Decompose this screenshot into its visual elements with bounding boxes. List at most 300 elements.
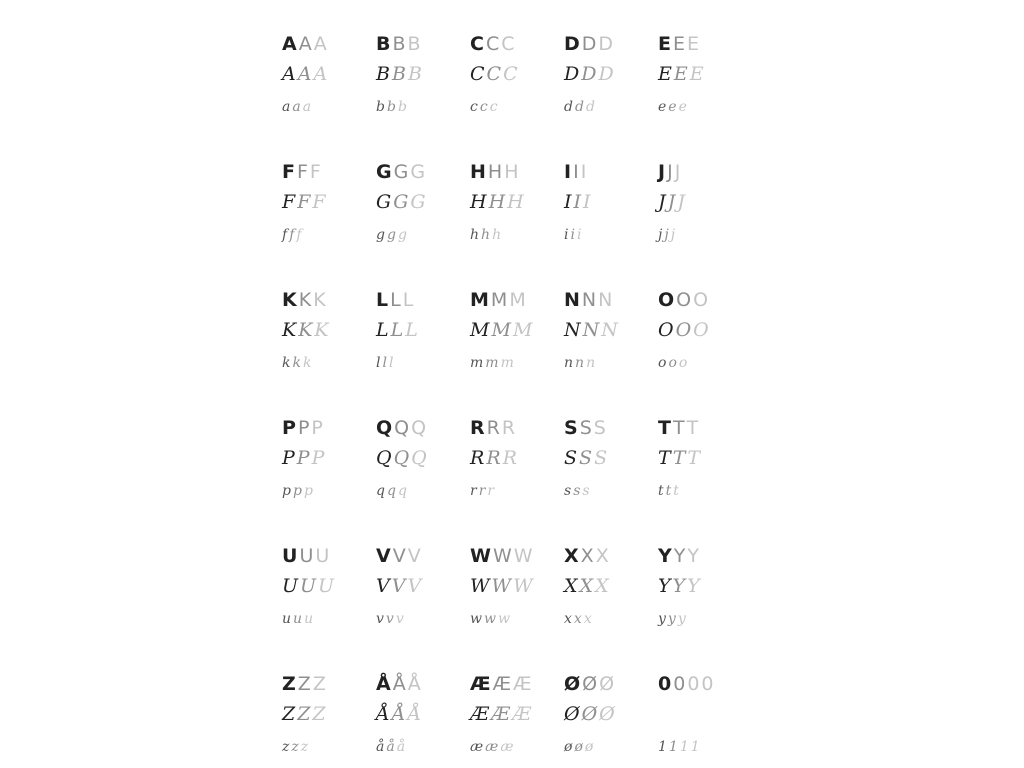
- letter-glyph: 0: [701, 673, 714, 695]
- letter-glyph: F: [309, 161, 321, 183]
- letter-glyph: G: [410, 191, 426, 213]
- letter-glyph: R: [502, 447, 517, 469]
- letter-glyph: h: [470, 227, 480, 243]
- letter-glyph: o: [658, 355, 667, 371]
- cursive-cap-row: [376, 56, 456, 84]
- letter-glyph: R: [470, 447, 485, 469]
- letter-glyph: A: [313, 63, 328, 85]
- letter-glyph: D: [598, 63, 614, 85]
- letter-glyph: G: [376, 161, 392, 183]
- letter-glyph: L: [390, 289, 401, 311]
- letter-glyph: n: [575, 355, 585, 371]
- letter-glyph: X: [564, 545, 579, 567]
- letter-glyph: H: [470, 161, 486, 183]
- cursive-low-row: [564, 728, 644, 754]
- letter-glyph: c: [470, 99, 478, 115]
- letter-glyph: h: [481, 227, 491, 243]
- letter-glyph: Y: [687, 575, 700, 597]
- letter-glyph: q: [376, 483, 385, 499]
- letter-glyph: x: [583, 611, 592, 627]
- letter-glyph: P: [311, 447, 325, 469]
- letter-glyph: Å: [392, 673, 406, 695]
- letter-glyph: t: [658, 483, 664, 499]
- letter-glyph: ø: [564, 739, 573, 755]
- letter-glyph: G: [393, 191, 409, 213]
- letter-glyph: B: [407, 33, 421, 55]
- cursive-low-row: [376, 728, 456, 754]
- letter-glyph: y: [667, 611, 676, 627]
- letter-glyph: V: [376, 575, 390, 597]
- letter-glyph: x: [573, 611, 582, 627]
- letter-glyph: g: [376, 227, 385, 243]
- letter-glyph: r: [478, 483, 486, 499]
- cursive-low-row: [658, 472, 738, 498]
- letter-glyph: I: [573, 191, 582, 213]
- letter-glyph: Q: [411, 417, 427, 439]
- print-row: [564, 414, 644, 438]
- letter-glyph: A: [297, 63, 312, 85]
- letter-glyph: Y: [673, 545, 686, 567]
- letter-glyph: U: [318, 575, 335, 597]
- letter-glyph: F: [282, 191, 296, 213]
- print-row: [470, 158, 550, 182]
- letter-glyph: w: [470, 611, 482, 627]
- letter-glyph: s: [564, 483, 572, 499]
- letter-card: [644, 654, 738, 768]
- letter-glyph: N: [598, 289, 613, 311]
- cursive-low-row: [658, 728, 738, 754]
- letter-glyph: k: [282, 355, 291, 371]
- print-row: [376, 542, 456, 566]
- letter-glyph: v: [376, 611, 384, 627]
- letter-glyph: p: [292, 483, 302, 499]
- letter-glyph: S: [594, 447, 608, 469]
- letter-card: [644, 270, 738, 398]
- print-row: [658, 414, 738, 438]
- cursive-low-row: [564, 600, 644, 626]
- letter-glyph: Y: [658, 545, 672, 567]
- letter-glyph: K: [298, 319, 313, 341]
- letter-glyph: j: [670, 227, 676, 243]
- cursive-cap-row: [470, 696, 550, 724]
- letter-glyph: K: [282, 289, 297, 311]
- letter-glyph: s: [582, 483, 590, 499]
- letter-glyph: V: [391, 575, 406, 597]
- letter-glyph: J: [658, 191, 666, 213]
- letter-glyph: D: [564, 63, 580, 85]
- cursive-cap-row: [282, 184, 362, 212]
- letter-glyph: M: [470, 289, 489, 311]
- letter-glyph: r: [470, 483, 477, 499]
- letter-glyph: W: [470, 575, 490, 597]
- letter-glyph: o: [678, 355, 688, 371]
- letter-glyph: T: [672, 417, 685, 439]
- letter-glyph: U: [282, 575, 299, 597]
- print-row: [376, 670, 456, 694]
- cursive-low-row: [470, 88, 550, 114]
- letter-glyph: O: [676, 289, 692, 311]
- letter-glyph: Å: [407, 703, 422, 725]
- letter-glyph: U: [299, 545, 314, 567]
- cursive-cap-row: [376, 696, 456, 724]
- letter-card: [456, 270, 550, 398]
- cursive-cap-row: [658, 184, 738, 212]
- cursive-low-row: [376, 600, 456, 626]
- letter-card: [644, 142, 738, 270]
- letter-glyph: E: [673, 63, 688, 85]
- letter-glyph: z: [291, 739, 299, 755]
- letter-glyph: o: [668, 355, 677, 371]
- letter-card: [456, 526, 550, 654]
- letter-glyph: n: [586, 355, 596, 371]
- cursive-cap-row: [564, 56, 644, 84]
- print-row: [564, 158, 644, 182]
- letter-glyph: G: [393, 161, 409, 183]
- letter-glyph: a: [302, 99, 312, 115]
- print-row: [470, 286, 550, 310]
- letter-glyph: I: [564, 191, 572, 213]
- cursive-cap-row: [282, 312, 362, 340]
- cursive-cap-row: [282, 440, 362, 468]
- letter-glyph: e: [658, 99, 667, 115]
- letter-glyph: E: [658, 33, 671, 55]
- letter-glyph: P: [282, 417, 296, 439]
- letter-card: [644, 526, 738, 654]
- letter-glyph: F: [282, 161, 295, 183]
- letter-glyph: C: [486, 63, 502, 85]
- letter-glyph: I: [583, 191, 591, 213]
- print-row: [658, 158, 738, 182]
- letter-glyph: V: [407, 575, 422, 597]
- cursive-cap-row: [376, 312, 456, 340]
- letter-glyph: J: [658, 161, 666, 183]
- print-row: [282, 414, 362, 438]
- letter-glyph: q: [386, 483, 396, 499]
- print-row: [658, 670, 738, 694]
- print-row: [376, 158, 456, 182]
- letter-glyph: L: [376, 319, 389, 341]
- letter-glyph: N: [564, 319, 581, 341]
- letter-glyph: B: [391, 63, 406, 85]
- letter-glyph: I: [564, 161, 572, 183]
- cursive-low-row: [470, 216, 550, 242]
- cursive-cap-row: [470, 440, 550, 468]
- cursive-cap-row: [658, 312, 738, 340]
- letter-glyph: F: [312, 191, 326, 213]
- letter-glyph: f: [296, 227, 302, 243]
- letter-card: [268, 526, 362, 654]
- print-row: [564, 286, 644, 310]
- letter-glyph: W: [513, 575, 533, 597]
- letter-glyph: t: [673, 483, 679, 499]
- letter-glyph: c: [479, 99, 488, 115]
- letter-glyph: m: [470, 355, 484, 371]
- cursive-low-row: [564, 472, 644, 498]
- letter-glyph: X: [579, 575, 594, 597]
- letter-glyph: v: [395, 611, 404, 627]
- letter-glyph: O: [675, 319, 692, 341]
- print-row: [376, 286, 456, 310]
- letter-glyph: u: [293, 611, 303, 627]
- letter-glyph: E: [689, 63, 704, 85]
- letter-glyph: r: [487, 483, 495, 499]
- letter-glyph: U: [282, 545, 298, 567]
- letter-glyph: T: [687, 447, 701, 469]
- cursive-low-row: [376, 344, 456, 370]
- letter-glyph: Ø: [599, 673, 615, 695]
- letter-glyph: J: [667, 161, 673, 183]
- letter-glyph: B: [407, 63, 422, 85]
- cursive-low-row: [658, 600, 738, 626]
- letter-glyph: H: [504, 161, 519, 183]
- cursive-cap-row: [282, 568, 362, 596]
- letter-glyph: 1: [679, 739, 689, 755]
- letter-card: [456, 654, 550, 768]
- letter-glyph: Æ: [470, 673, 491, 695]
- letter-glyph: F: [297, 191, 311, 213]
- letter-glyph: M: [470, 319, 490, 341]
- letter-glyph: O: [693, 319, 709, 341]
- print-row: [470, 30, 550, 54]
- letter-glyph: L: [405, 319, 418, 341]
- letter-glyph: N: [601, 319, 618, 341]
- letter-glyph: æ: [485, 739, 499, 755]
- letter-glyph: S: [564, 447, 578, 469]
- cursive-cap-row: [564, 440, 644, 468]
- letter-glyph: w: [483, 611, 496, 627]
- letter-glyph: K: [282, 319, 297, 341]
- cursive-low-row: [282, 728, 362, 754]
- letter-glyph: w: [497, 611, 510, 627]
- letter-glyph: W: [491, 575, 512, 597]
- cursive-low-row: [564, 344, 644, 370]
- print-row: [376, 414, 456, 438]
- letter-glyph: P: [282, 447, 295, 469]
- letter-glyph: H: [487, 161, 503, 183]
- letter-glyph: k: [302, 355, 312, 371]
- letter-card: [362, 142, 456, 270]
- cursive-cap-row: [658, 568, 738, 596]
- letter-glyph: C: [501, 33, 515, 55]
- cursive-cap-row: [564, 568, 644, 596]
- print-row: [658, 542, 738, 566]
- letter-glyph: O: [693, 289, 709, 311]
- cursive-cap-row: [282, 56, 362, 84]
- letter-glyph: i: [570, 227, 575, 243]
- letter-glyph: å: [396, 739, 406, 755]
- letter-glyph: G: [410, 161, 426, 183]
- letter-card: [550, 398, 644, 526]
- letter-glyph: D: [581, 33, 597, 55]
- letter-glyph: f: [289, 227, 295, 243]
- cursive-cap-row: [564, 184, 644, 212]
- letter-glyph: Z: [312, 703, 326, 725]
- letter-glyph: Ø: [582, 673, 598, 695]
- letter-glyph: p: [282, 483, 291, 499]
- letter-glyph: å: [386, 739, 395, 755]
- letter-glyph: D: [598, 33, 614, 55]
- letter-glyph: t: [665, 483, 672, 499]
- letter-card: [456, 398, 550, 526]
- cursive-low-row: [376, 216, 456, 242]
- cursive-cap-row: [470, 184, 550, 212]
- letter-glyph: C: [503, 63, 518, 85]
- letter-glyph: e: [668, 99, 677, 115]
- letter-glyph: A: [313, 33, 327, 55]
- print-row: [564, 542, 644, 566]
- cursive-low-row: [470, 344, 550, 370]
- letter-glyph: Y: [687, 545, 699, 567]
- letter-glyph: L: [390, 319, 404, 341]
- letter-glyph: æ: [500, 739, 514, 755]
- letter-glyph: Å: [391, 703, 406, 725]
- letter-glyph: R: [501, 417, 516, 439]
- letter-glyph: W: [470, 545, 491, 567]
- letter-glyph: q: [397, 483, 407, 499]
- letter-glyph: z: [282, 739, 290, 755]
- letter-glyph: Ø: [581, 703, 598, 725]
- letter-glyph: C: [470, 63, 485, 85]
- cursive-cap-row: [564, 312, 644, 340]
- letter-card: [268, 270, 362, 398]
- letter-glyph: T: [658, 447, 671, 469]
- print-row: [564, 30, 644, 54]
- letter-glyph: J: [667, 191, 676, 213]
- letter-glyph: 0: [658, 673, 672, 695]
- letter-glyph: I: [573, 161, 579, 183]
- letter-glyph: b: [386, 99, 396, 115]
- cursive-low-row: [564, 88, 644, 114]
- cursive-low-row: [376, 88, 456, 114]
- letter-glyph: e: [678, 99, 687, 115]
- letter-glyph: Ø: [599, 703, 615, 725]
- letter-card: [268, 14, 362, 142]
- letter-glyph: Z: [282, 673, 296, 695]
- letter-glyph: p: [303, 483, 313, 499]
- letter-glyph: f: [282, 227, 288, 243]
- letter-card: [550, 270, 644, 398]
- cursive-low-row: [470, 472, 550, 498]
- cursive-low-row: [658, 216, 738, 242]
- letter-glyph: ø: [584, 739, 594, 755]
- letter-glyph: X: [580, 545, 594, 567]
- letter-glyph: E: [672, 33, 685, 55]
- letter-glyph: m: [500, 355, 514, 371]
- letter-glyph: i: [564, 227, 569, 243]
- letter-glyph: H: [470, 191, 487, 213]
- print-row: [658, 30, 738, 54]
- letter-glyph: D: [564, 33, 580, 55]
- letter-glyph: R: [470, 417, 485, 439]
- cursive-cap-row: [470, 568, 550, 596]
- print-row: [658, 286, 738, 310]
- letter-glyph: ø: [574, 739, 583, 755]
- letter-glyph: F: [296, 161, 308, 183]
- letter-glyph: C: [485, 33, 500, 55]
- letter-glyph: g: [397, 227, 407, 243]
- letter-glyph: g: [386, 227, 396, 243]
- letter-card: [362, 270, 456, 398]
- letter-card: [456, 14, 550, 142]
- letter-glyph: W: [492, 545, 512, 567]
- letter-glyph: y: [677, 611, 686, 627]
- letter-glyph: C: [470, 33, 484, 55]
- cursive-cap-row: [470, 56, 550, 84]
- letter-glyph: B: [376, 63, 390, 85]
- letter-glyph: 1: [690, 739, 700, 755]
- letter-card: [550, 654, 644, 768]
- print-row: [282, 286, 362, 310]
- cursive-low-row: [658, 88, 738, 114]
- letter-glyph: Ø: [564, 673, 581, 695]
- cursive-low-row: [282, 472, 362, 498]
- letter-glyph: Å: [376, 673, 391, 695]
- letter-card: [362, 654, 456, 768]
- letter-glyph: K: [313, 289, 326, 311]
- print-row: [470, 542, 550, 566]
- cursive-cap-row: [658, 440, 738, 468]
- letter-glyph: l: [382, 355, 387, 371]
- letter-glyph: S: [579, 417, 592, 439]
- letter-glyph: E: [687, 33, 700, 55]
- print-row: [282, 30, 362, 54]
- letter-glyph: T: [672, 447, 686, 469]
- letter-glyph: P: [297, 417, 310, 439]
- cursive-low-row: [282, 600, 362, 626]
- letter-glyph: d: [585, 99, 595, 115]
- letter-card: [362, 526, 456, 654]
- print-row: [282, 158, 362, 182]
- letter-glyph: X: [595, 575, 609, 597]
- letter-glyph: Æ: [513, 673, 532, 695]
- letter-glyph: W: [513, 545, 533, 567]
- letter-glyph: Z: [297, 673, 311, 695]
- letter-glyph: T: [658, 417, 671, 439]
- letter-glyph: u: [304, 611, 314, 627]
- letter-glyph: M: [512, 319, 533, 341]
- letter-glyph: K: [314, 319, 329, 341]
- letter-glyph: x: [564, 611, 572, 627]
- letter-glyph: a: [292, 99, 301, 115]
- letter-card: [644, 14, 738, 142]
- letter-glyph: l: [388, 355, 394, 371]
- letter-glyph: T: [686, 417, 699, 439]
- cursive-cap-row: [658, 696, 738, 724]
- cursive-cap-row: [376, 184, 456, 212]
- letter-glyph: c: [489, 99, 498, 115]
- letter-glyph: A: [282, 33, 297, 55]
- letter-glyph: z: [300, 739, 309, 755]
- letter-glyph: Å: [407, 673, 421, 695]
- cursive-low-row: [282, 344, 362, 370]
- letter-glyph: K: [298, 289, 312, 311]
- cursive-cap-row: [470, 312, 550, 340]
- letter-glyph: O: [658, 319, 674, 341]
- letter-glyph: 1: [658, 739, 667, 755]
- letter-glyph: d: [564, 99, 573, 115]
- cursive-low-row: [470, 728, 550, 754]
- letter-glyph: M: [491, 319, 511, 341]
- letter-glyph: H: [507, 191, 524, 213]
- letter-glyph: R: [486, 447, 501, 469]
- print-row: [282, 670, 362, 694]
- letter-glyph: 1: [668, 739, 678, 755]
- letter-glyph: Y: [672, 575, 686, 597]
- letter-glyph: Ø: [564, 703, 580, 725]
- cursive-cap-row: [658, 56, 738, 84]
- letter-glyph: S: [593, 417, 606, 439]
- letter-glyph: 0: [687, 673, 700, 695]
